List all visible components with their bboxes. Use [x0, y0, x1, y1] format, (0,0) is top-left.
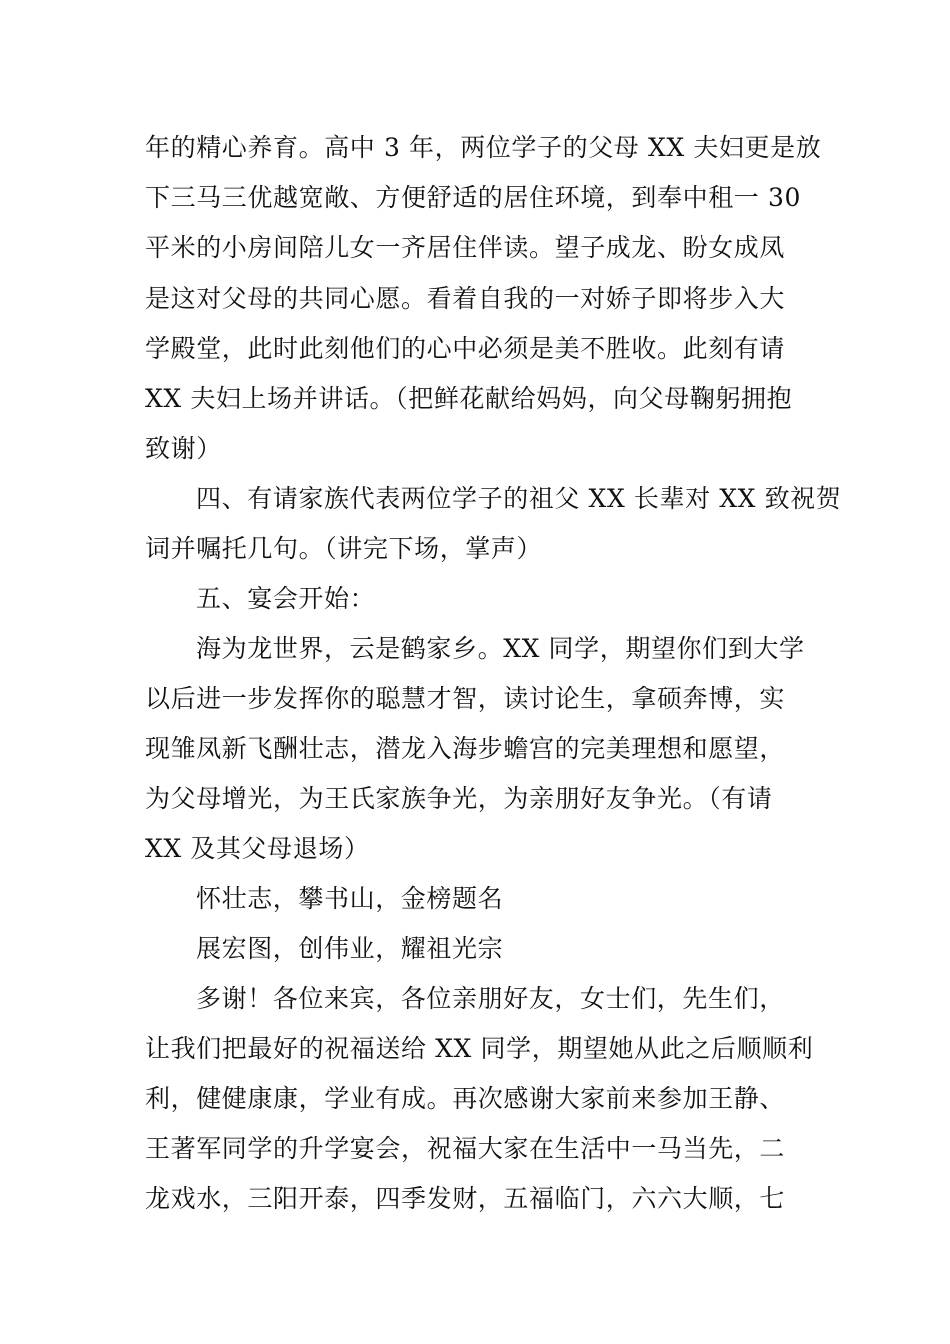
text-line: 下三马三优越宽敞、方便舒适的居住环境，到奉中租一 30 [145, 183, 801, 212]
text-line: 龙戏水，三阳开泰，四季发财，五福临门，六六大顺，七 [145, 1184, 786, 1213]
text-line: 海为龙世界，云是鹤家乡。XX 同学，期望你们到大学 [196, 634, 805, 663]
couplet-line: 怀壮志，攀书山，金榜题名 [196, 884, 504, 913]
couplet-line: 展宏图，创伟业，耀祖光宗 [196, 934, 504, 963]
text-line: 让我们把最好的祝福送给 XX 同学，期望她从此之后顺顺利 [145, 1034, 814, 1063]
text-line: 为父母增光，为王氏家族争光，为亲朋好友争光。（有请 [145, 784, 773, 813]
text-line: 以后进一步发挥你的聪慧才智，读讨论生，拿硕奔博，实 [145, 684, 786, 713]
text-line: 致谢） [145, 434, 222, 463]
section-heading-four: 四、有请家族代表两位学子的祖父 XX 长辈对 XX 致祝贺 [196, 484, 842, 513]
section-heading-five: 五、宴会开始： [196, 584, 376, 613]
text-line: 年的精心养育。高中 3 年，两位学子的父母 XX 夫妇更是放 [145, 133, 822, 162]
text-line: 多谢！各位来宾，各位亲朋好友，女士们，先生们， [196, 984, 785, 1013]
text-line: 现雏凤新飞酬壮志，潜龙入海步蟾宫的完美理想和愿望， [145, 734, 786, 763]
text-line: 是这对父母的共同心愿。看着自我的一对娇子即将步入大 [145, 284, 786, 313]
text-line: XX 及其父母退场） [145, 834, 370, 863]
text-line: XX 夫妇上场并讲话。（把鲜花献给妈妈，向父母鞠躬拥抱 [145, 384, 793, 413]
text-line: 平米的小房间陪儿女一齐居住伴读。望子成龙、盼女成凤 [145, 233, 786, 262]
text-line: 词并嘱托几句。（讲完下场，掌声） [145, 534, 543, 563]
text-line: 学殿堂，此时此刻他们的心中必须是美不胜收。此刻有请 [145, 334, 786, 363]
text-line: 王著军同学的升学宴会，祝福大家在生活中一马当先，二 [145, 1134, 786, 1163]
text-line: 利，健健康康，学业有成。再次感谢大家前来参加王静、 [145, 1084, 786, 1113]
